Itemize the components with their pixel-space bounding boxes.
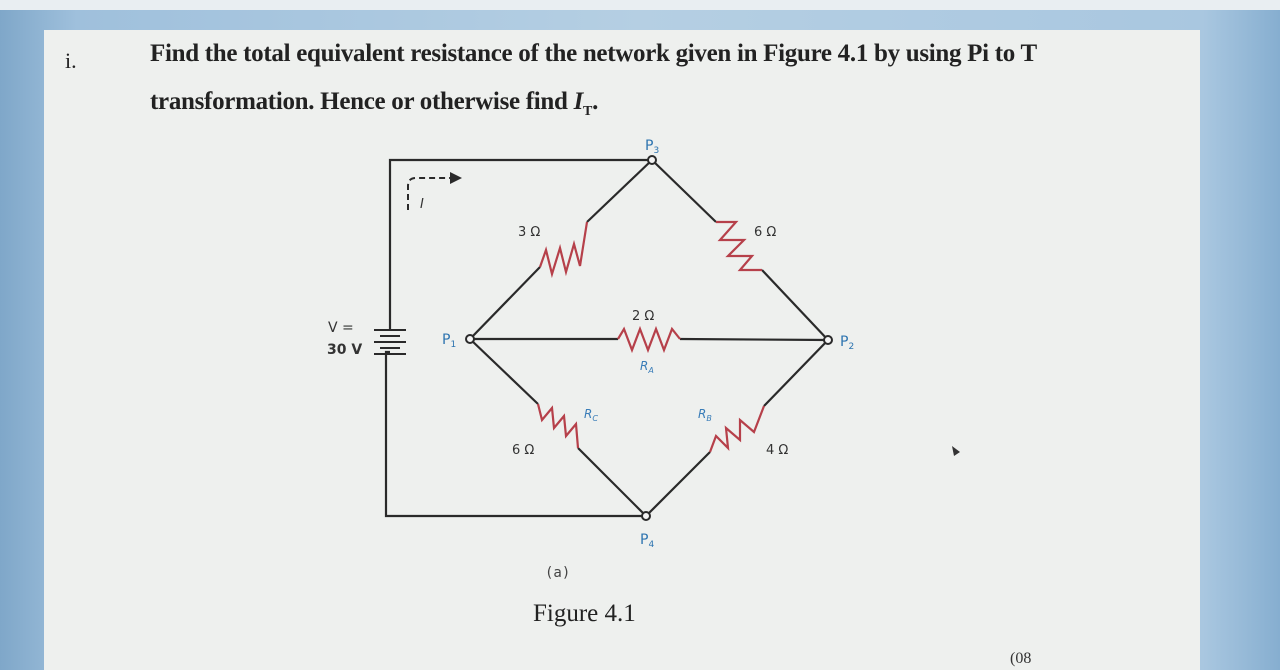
current-arrow: [408, 178, 452, 210]
resistor-3-ohm: [540, 222, 587, 274]
wire-r5-p2: [764, 340, 828, 406]
resistor-2-ohm: [618, 329, 680, 350]
wire-p3-r2: [652, 160, 716, 222]
resistors: [538, 222, 764, 452]
question-line-1: Find the total equivalent resistance of the network given in Figure 4.1 by using Pi to T: [150, 40, 1037, 67]
question-number: i.: [65, 48, 77, 73]
node-p3: [648, 156, 656, 164]
current-variable: I: [573, 88, 584, 115]
resistor-6-ohm-bottom: [538, 404, 578, 448]
node-label-p2-sub: 2: [848, 342, 855, 352]
wire-p4-r5: [646, 452, 710, 516]
resistor-name-ra-sub: A: [648, 366, 654, 375]
resistor-name-rb-sub: B: [706, 414, 712, 423]
current-variable-subscript: T: [583, 104, 593, 119]
resistor-label-3-ohm: 3 Ω: [518, 225, 541, 240]
resistor-name-rc-sub: C: [592, 414, 598, 423]
node-label-p1-sub: 1: [450, 340, 457, 350]
source-top-label: V =: [328, 320, 354, 336]
node-label-p4-letter: P: [640, 532, 649, 548]
wire-bottom: [386, 352, 649, 516]
resistor-label-6-ohm-bottom: 6 Ω: [512, 443, 535, 458]
figure-caption: Figure 4.1: [533, 600, 636, 627]
node-label-p2: [840, 334, 854, 352]
battery-symbol: [374, 330, 406, 354]
resistor-name-rc: [584, 407, 598, 423]
resistor-name-rb: [698, 407, 712, 423]
current-arrow-head: [450, 172, 462, 184]
resistor-4-ohm: [710, 406, 764, 452]
node-label-p1-letter: P: [442, 332, 451, 348]
resistor-name-ra-letter: R: [640, 359, 649, 373]
resistor-name-rc-letter: R: [584, 407, 593, 421]
ink-mark: [952, 446, 960, 456]
marks-partial: (08: [1010, 650, 1032, 667]
resistor-label-4-ohm: 4 Ω: [766, 443, 789, 458]
node-label-p4-sub: 4: [648, 540, 655, 550]
node-label-p1: [442, 332, 456, 350]
wire-r4-p4: [578, 448, 646, 516]
wire-r1-p3: [587, 160, 652, 222]
wire-p1-r4: [470, 339, 538, 404]
wire-r3-p2: [680, 339, 828, 340]
resistor-name-ra: [640, 359, 654, 375]
node-label-p3-sub: 3: [653, 146, 660, 156]
question-line-2-end: .: [592, 88, 599, 115]
node-label-p2-letter: P: [840, 334, 849, 350]
node-label-p3-letter: P: [645, 138, 654, 154]
wire-p1-r1: [470, 267, 540, 339]
resistor-name-rb-letter: R: [698, 407, 707, 421]
wire-top: [390, 160, 655, 330]
question-line-2-text: transformation. Hence or otherwise find: [150, 88, 574, 115]
source-voltage-label: 30 V: [327, 342, 363, 358]
wire-r2-p2: [762, 270, 828, 340]
node-label-p3: [645, 138, 659, 156]
node-label-p4: [640, 532, 654, 550]
current-label: I: [420, 197, 424, 212]
figure-subcaption: (a): [545, 565, 571, 581]
resistor-label-2-ohm: 2 Ω: [632, 309, 655, 324]
node-p1: [466, 335, 474, 343]
node-p4: [642, 512, 650, 520]
circuit-wires: [386, 160, 828, 516]
resistor-label-6-ohm-top: 6 Ω: [754, 225, 777, 240]
node-p2: [824, 336, 832, 344]
